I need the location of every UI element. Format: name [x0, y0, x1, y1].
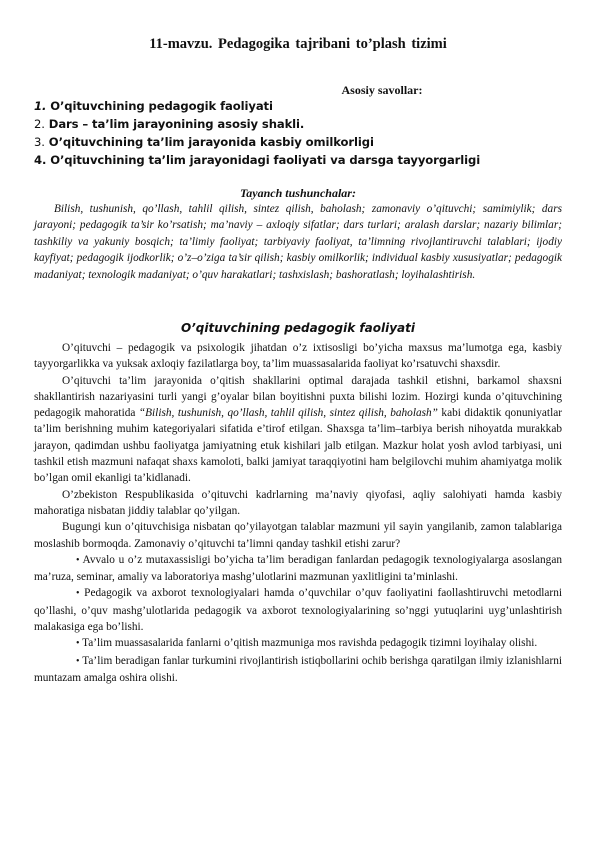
bullet-item — [34, 585, 562, 635]
bullet-text: Ta’lim muassasalarida fanlarni o’qitish mazmuniga mos ravishda pedagogik tizimni loyihalay olishi. — [79, 637, 538, 650]
paragraph-text: kabi didaktik qonuniyatlar ta’lim berishning muhim kategoriyalari sifatida e’tirof etilgan. Shaxsga ta’lim–tarbiya berish nihoyatda murakkab jarayon, qadimdan ushbu faoliyatga jamiyatning etuk kishilari jalb etilgan. Mazkur holat yosh avlod tarbiyasi, uni tashkil etish mazmuni nafaqat shaxs kamoloti, balki jamiyat taraqqiyotini ham belgilovchi muhim ahamiyatga molik bo’lgan omil ekanligi ta’kidlanadi. — [34, 407, 562, 485]
bullet-icon: • — [76, 554, 80, 566]
questions-heading: Asosiy savollar: — [341, 83, 423, 97]
keywords-heading: Tayanch tushunchalar: — [240, 186, 356, 200]
section-heading: O’qituvchining pedagogik faoliyati — [181, 321, 415, 335]
lecture-title: 11-mavzu. Pedagogika tajribani to’plash tizimi — [149, 36, 447, 52]
paragraph: Bugungi kun o’qituvchisiga nisbatan qo’yilayotgan talablar mazmuni yil sayin yangilanib, zamon talablariga moslashib bormoqda. Zamonaviy o’qituvchi ta’limni qanday tashkil etishi zarur? — [34, 521, 562, 550]
question-number: 3. — [34, 135, 45, 149]
question-number: 1. — [34, 99, 47, 113]
question-text: Dars – ta’lim jarayonining asosiy shakli. — [44, 117, 305, 131]
bullet-text: Pedagogik va axborot texnologiyalari hamda o’quvchilar o’quv faoliyatini faollashtiruvchi metodlarni qo’llashi, o’quv mashg’ulotlarida pedagogik va axborot texnologiyalarining so’nggi yutuqlarini uyg’unlashtirish malakasiga ega bo’lishi. — [34, 587, 562, 634]
bullet-item — [34, 653, 562, 687]
paragraph — [34, 373, 562, 487]
bullet-icon: • — [76, 638, 80, 650]
bullet-text: Ta’lim beradigan fanlar turkumini rivojlantirish istiqbollarini ochib berishga qaratilgan ilmiy izlanishlarni muntazam amalga oshira olishi. — [34, 654, 562, 684]
paragraph-italic-text: “Bilish, tushunish, qo’llash, tahlil qilish, sintez qilish, baholash” — [138, 407, 438, 420]
question-text: O’qituvchining ta’lim jarayonidagi faoliyati va darsga tayyorgarligi — [46, 153, 481, 167]
question-text: O’qituvchining pedagogik faoliyati — [46, 99, 273, 113]
paragraph: O’zbekiston Respublikasida o’qituvchi kadrlarning ma’naviy qiyofasi, aqliy salohiyati hamda kasbiy mahoratiga nisbatan jiddiy talablar qo’yilgan. — [34, 488, 562, 517]
question-item — [34, 117, 304, 131]
bullet-text: Avvalo u o’z mutaxassisligi bo’yicha ta’lim beradigan fanlardan pedagogik texnologiyalarga asoslangan ma’ruza, seminar, amaliy va laboratoriya mashg’ulotlarini mazmunan yaxlitligini ta’minlashi. — [34, 553, 562, 584]
body-text — [34, 340, 562, 686]
paragraph-text: O’qituvchi ta’lim jarayonida o’qitish shakllarini optimal darajada tashkil etishni, barkamol shaxsni shakllantirish nazariyasini turli yangi g’oyalar bilan boyitishni puxta bilishi lozim. Hozirgi kunda o’qituvchining pedagogik mahoratida — [34, 374, 562, 420]
bullet-item — [34, 635, 562, 652]
paragraph: O’qituvchi – pedagogik va psixologik jihatdan o’z ixtisosligi bo’yicha maxsus ma’lumotga ega, kasbiy tayyorgarlikka va yuksak axloqiy fazilatlarga boy, ta’lim muassasalarida faoliyat ko’rsatuvchi shaxsdir. — [34, 342, 562, 371]
question-item — [34, 99, 273, 113]
question-text: O’qituvchining ta’lim jarayonida kasbiy omilkorligi — [44, 135, 374, 149]
question-number: 4. — [34, 153, 47, 167]
question-item — [34, 135, 374, 149]
bullet-item — [34, 552, 562, 586]
bullet-icon: • — [76, 655, 80, 667]
question-item — [34, 153, 480, 167]
keywords-paragraph: Bilish, tushunish, qo’llash, tahlil qilish, sintez qilish, baholash; zamonaviy o’qituvchi; samimiylik; dars jarayoni; pedagogik ta’sir ko’rsatish; ma’naviy – axloqiy sifatlar; dars turlari; aralash darslar; nazariy bilimlar; tashkiliy va yakuniy bosqich; ta’limiy faoliyat; tarbiyaviy faoliyat, ta’limning rivojlantiruvchi talablari; ijodiy kayfiyat; pedagogik ijodkorlik; o’z–o’ziga ta’sir qilish; kasbiy omilkorlik; individual kasbiy xususiyatlar; pedagogik madaniyat; texnologik madaniyat; o’quv harakatlari; tashxislash; bashoratlash; loyihalashtirish. — [34, 203, 562, 281]
bullet-icon: • — [76, 588, 80, 600]
question-number: 2. — [34, 117, 45, 131]
